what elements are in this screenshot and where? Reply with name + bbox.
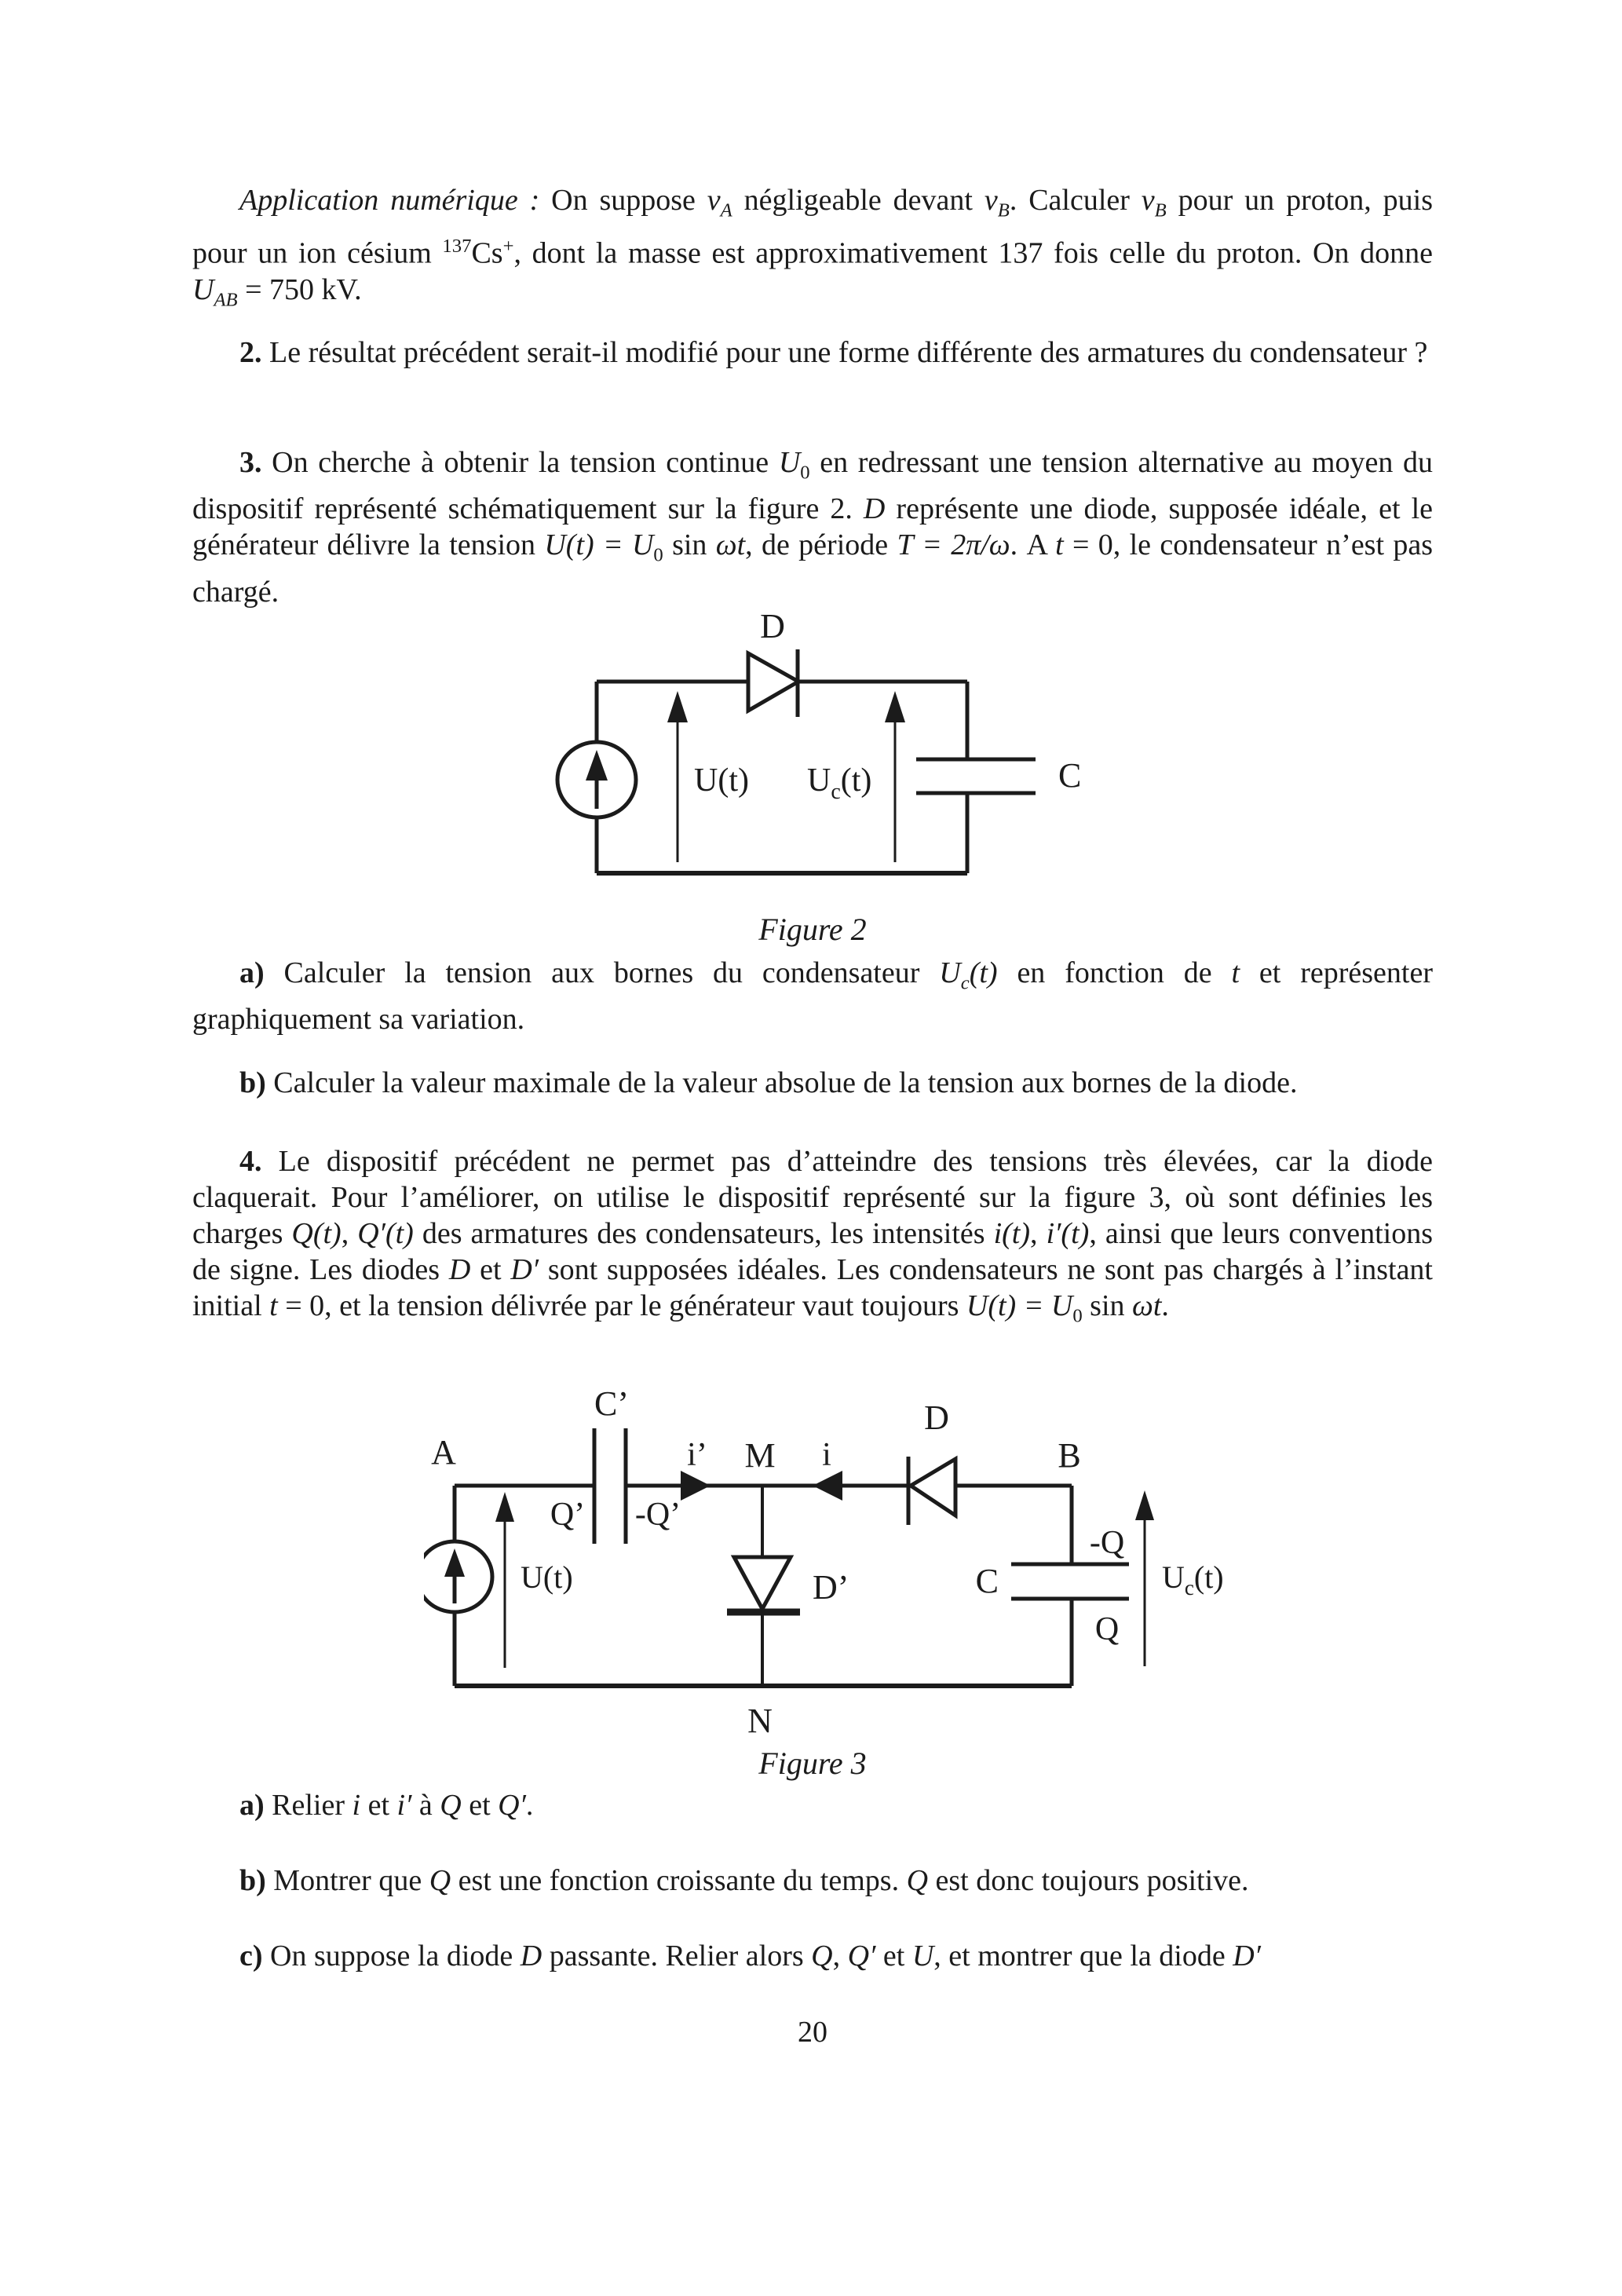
fig3-diode-d-label: D	[924, 1398, 949, 1437]
fig2-u-arrow-head	[667, 691, 688, 722]
fig3-cprime-plates	[594, 1428, 626, 1544]
fig3-iprime-label: i’	[687, 1437, 707, 1473]
paragraph-application-numerique: Application numérique : On suppose $v_A$ négligeable devant $v_B$. Calculer $v_B$ pour un proton, puis pour un ion césium $^{137}$Cs+, dont la masse est approximativement 137 fois celle du proton. On donne $U_{AB} = 750$ kV.	[192, 184, 1434, 311]
fig2-capacitor-plates	[916, 759, 1036, 793]
fig3-u-arrow-head	[495, 1492, 514, 1522]
fig3-diode-d-symbol	[911, 1459, 955, 1515]
fig3-minus-q-label: -Q	[1089, 1525, 1125, 1561]
question-4: 4. Le dispositif précédent ne permet pas d’atteindre des tensions très élevées, car la diode claquerait. Pour l’améliorer, on utilise le dispositif représenté sur la figure 3, où sont définies les charges Q(t), Q′(t) des armatures des condensateurs, les intensités i(t), i′(t), ainsi que leurs conventions de signe. Les diodes D et D′ sont supposées idéales. Les condensateurs ne sont pas chargés à l’instant initial t = 0, et la tension délivrée par le générateur vaut toujours $U(t) = U_0$ sin ωt.	[192, 1145, 1434, 1327]
fig3-uc-label: $U_c(t)$	[1162, 1559, 1224, 1600]
question-4c: c) On suppose la diode D passante. Relier alors Q, Q′ et U, et montrer que la diode D′	[239, 1940, 1261, 1972]
fig2-uc-arrow-head	[885, 691, 905, 722]
fig3-i-arrow-head	[813, 1471, 842, 1501]
figure3-circuit-diagram	[424, 1390, 1240, 1735]
fig3-uc-arrow-head	[1135, 1490, 1154, 1520]
figure2-circuit-diagram	[542, 609, 1115, 887]
fig3-capacitor-c-label: C	[975, 1562, 999, 1600]
fig3-minus-qprime-label: -Q’	[634, 1497, 681, 1533]
fig3-diode-dprime-label: D’	[813, 1568, 849, 1607]
question-3: 3. On cherche à obtenir la tension continue $U_0$ en redressant une tension alternative au moyen du dispositif représenté schématiquement sur la figure 2. D représente une diode, supposée idéale, et le générateur délivre la tension $U(t) = U_0$ sin ωt, de période T = 2π/ω. A t = 0, le condensateur n’est pas chargé.	[192, 446, 1434, 609]
question-3b: b) Calculer la valeur maximale de la valeur absolue de la tension aux bornes de la diode.	[239, 1066, 1298, 1099]
question-3a: a) Calculer la tension aux bornes du condensateur $U_c(t)$ en fonction de t et représenter graphiquement sa variation.	[192, 956, 1433, 1036]
figure2-caption: Figure 2	[758, 912, 867, 947]
fig3-i-label: i	[822, 1437, 831, 1473]
fig3-u-label: U(t)	[521, 1559, 573, 1595]
question-2: 2. Le résultat précédent serait-il modifié pour une forme différente des armatures du condensateur ?	[239, 336, 1428, 369]
fig2-capacitor-label: C	[1058, 756, 1082, 795]
fig3-iprime-arrow-head	[681, 1471, 711, 1501]
fig3-diode-dprime-symbol	[734, 1557, 791, 1609]
fig2-uc-label: $U_c(t)$	[807, 762, 872, 804]
fig3-q-label: Q	[1094, 1611, 1120, 1647]
question-4b: b) Montrer que Q est une fonction croissante du temps. Q est donc toujours positive.	[239, 1864, 1249, 1897]
fig3-node-b-label: B	[1058, 1436, 1081, 1475]
fig2-u-label: U(t)	[694, 762, 749, 799]
fig2-diode-label: D	[760, 609, 785, 645]
fig3-node-n-label: N	[747, 1702, 773, 1735]
fig3-node-a-label: A	[431, 1433, 456, 1472]
figure3-caption: Figure 3	[758, 1746, 867, 1781]
fig2-diode-symbol	[748, 653, 798, 711]
question-4a: a) Relier i et i′ à Q et Q′.	[239, 1789, 534, 1822]
page-number: 20	[798, 2016, 827, 2049]
fig3-capacitor-c-plates	[1011, 1564, 1129, 1599]
fig3-qprime-label: Q’	[550, 1497, 586, 1533]
fig3-cprime-label: C’	[594, 1390, 629, 1423]
fig3-node-m-label: M	[744, 1436, 776, 1475]
